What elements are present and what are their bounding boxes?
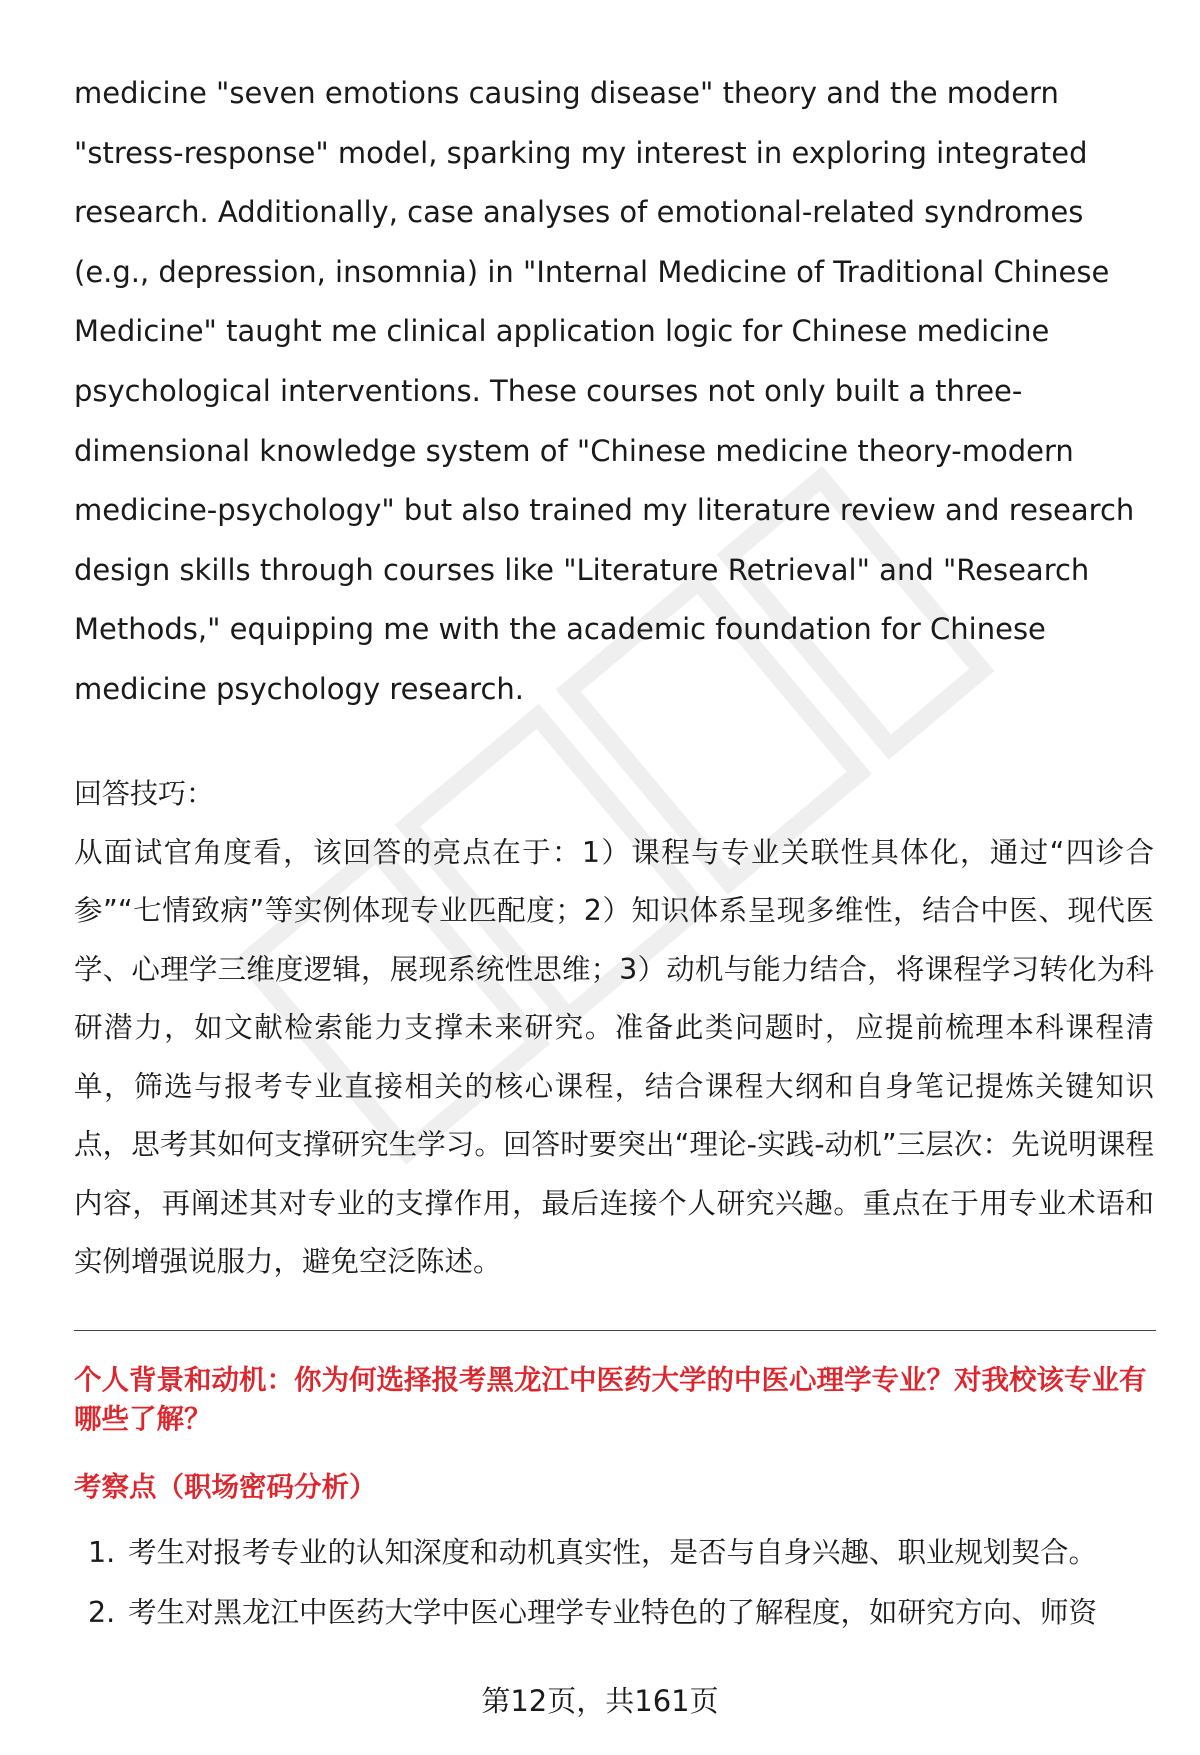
assessment-points-title: 考察点（职场密码分析） (74, 1470, 377, 1503)
list-item (74, 1533, 1154, 1573)
list-item-text: 考生对黑龙江中医药大学中医心理学专业特色的了解程度，如研究方向、师资 (128, 1595, 1098, 1629)
document-page (74, 64, 1154, 1653)
tips-body-paragraph: 从面试官角度看，该回答的亮点在于：1）课程与专业关联性具体化，通过“四诊合参”“七情致病”等实例体现专业匹配度；2）知识体系呈现多维性，结合中医、现代医学、心理学三维度逻辑，展现系统性思维；3）动机与能力结合，将课程学习转化为科研潜力，如文献检索能力支撑未来研究。准备此类问题时，应提前梳理本科课程清单，筛选与报考专业直接相关的核心课程，结合课程大纲和自身笔记提炼关键知识点，思考其如何支撑研究生学习。回答时要突出“理论-实践-动机”三层次：先说明课程内容，再阐述其对专业的支撑作用，最后连接个人研究兴趣。重点在于用专业术语和实例增强说服力，避免空泛陈述。 (74, 835, 1154, 1279)
list-item-text: 考生对报考专业的认知深度和动机真实性，是否与自身兴趣、职业规划契合。 (128, 1535, 1098, 1569)
tips-label: 回答技巧： (74, 776, 215, 810)
english-answer-paragraph: medicine "seven emotions causing disease" theory and the modern "stress-response" model, sparking my interest in exploring integrated research. Additionally, case analyses of emotional-related syndromes (e.g., depression, insomnia) in "Internal Medicine of Traditional Chinese Medicine" taught me clinical application logic for Chinese medicine psychological interventions. These courses not only built a three-dimensional knowledge system of "Chinese medicine theory-modern medicine-psychology" but also trained my literature review and research design skills through courses like "Literature Retrieval" and "Research Methods," equipping me with the academic foundation for Chinese medicine psychology research. (74, 76, 1135, 706)
list-item-number: 1. (88, 1535, 116, 1569)
assessment-points-list (74, 1533, 1154, 1633)
question-heading: 个人背景和动机：你为何选择报考黑龙江中医药大学的中医心理学专业？对我校该专业有哪些了解？ (74, 1363, 1147, 1435)
list-item-number: 2. (88, 1595, 116, 1629)
page-footer: 第12页，共161页 (481, 1684, 719, 1718)
section-divider (74, 1330, 1156, 1331)
list-item (74, 1593, 1154, 1633)
